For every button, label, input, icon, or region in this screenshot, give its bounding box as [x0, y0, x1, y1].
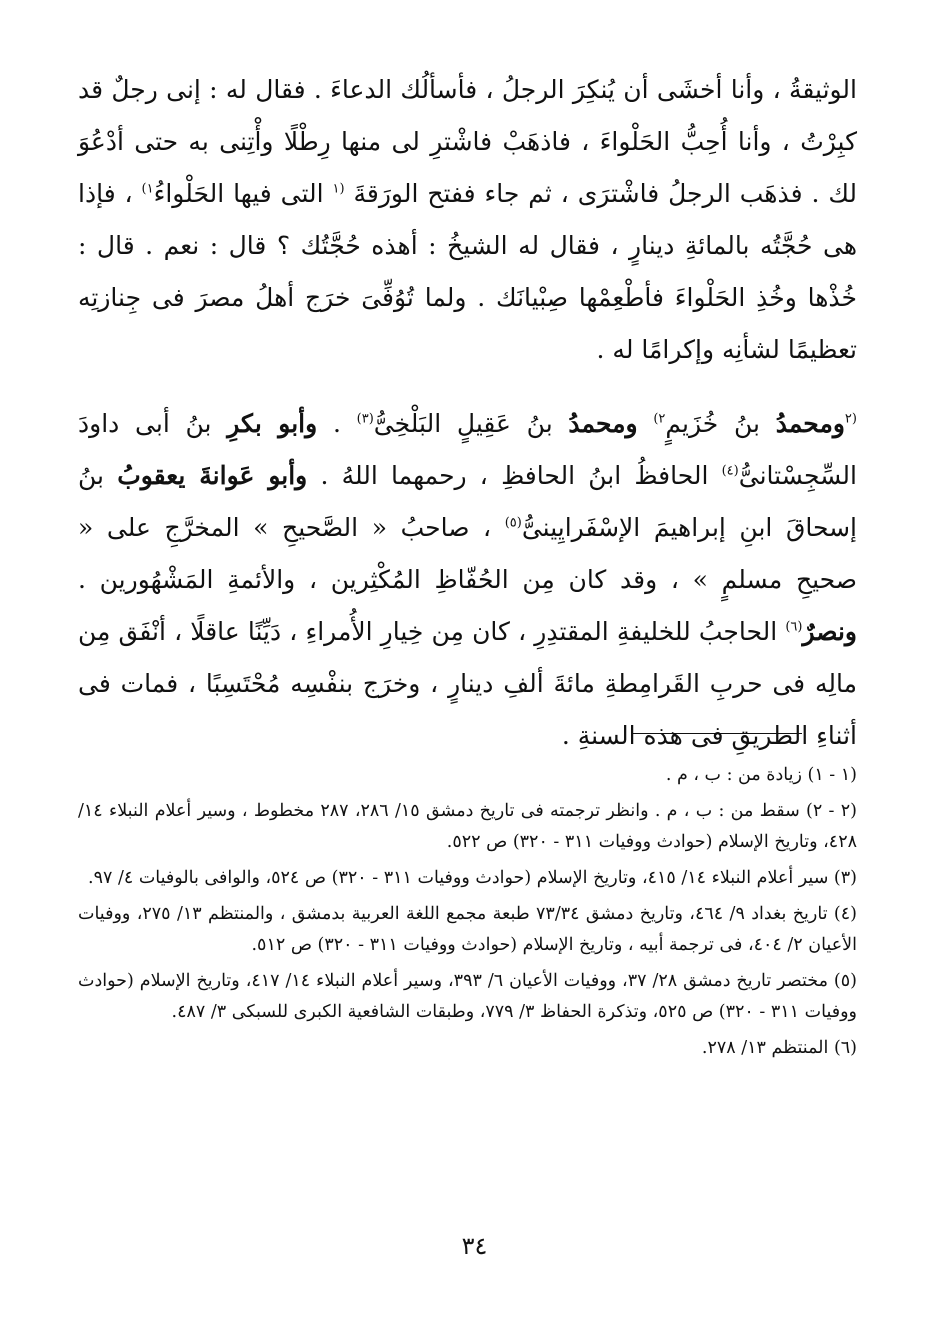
page-number: ٣٤ — [461, 1232, 488, 1260]
text-segment: . — [317, 409, 357, 438]
person-name: وأبو بكرِ — [227, 409, 318, 438]
main-text — [78, 64, 857, 762]
text-segment: الحاجبُ للخليفةِ المقتدِرِ ، كان مِن خِيارِ الأُمراءِ ، دَيِّنًا عاقلًا ، أنْفَق مِن مالِه فى حربِ القَرامِطةِ مائةَ ألفِ دينارٍ ، وخرَج بنفْسِه مُحْتَسِبًا ، فمات فى أثناءِ الطريقِ فى هذه السنةِ . — [78, 617, 857, 750]
footnote-3: (٣) سير أعلام النبلاء ١٤/ ٤١٥، وتاريخ الإسلام (حوادث ووفيات ٣١١ - ٣٢٠) ص ٥٢٤، والوافى بالوفيات ٤/ ٩٧. — [87, 868, 857, 888]
footnote-1: (١ - ١) زيادة من : ب ، م . — [665, 765, 857, 785]
text-segment: ، صاحبُ « الصَّحيحِ » المخرَّجِ على « صحيحِ مسلمٍ » ، وقد كان مِن الحُفّاظِ المُكْثِرين ، والأئمةِ المَشْهُورين . — [78, 513, 857, 594]
text-segment: بنُ أبى داودَ السِّجِسْتانىُّ — [78, 409, 857, 490]
person-name: وأبو عَوانةَ يعقوبُ — [117, 461, 308, 490]
paragraph-2 — [78, 398, 857, 762]
text-segment — [638, 409, 654, 438]
footnote-ref-6: (٦) — [785, 619, 803, 635]
footnote-separator — [632, 733, 802, 734]
text-segment: التى فيها الحَلْواءُ — [153, 179, 333, 208]
footnote-2: (٢ - ٢) سقط من : ب ، م . وانظر ترجمته فى تاريخ دمشق ١٥/ ٢٨٦، ٢٨٧ مخطوط ، وسير أعلام النبلاء ١٤/ ٤٢٨، وتاريخ الإسلام (حوادث ووفيات ٣١١ - ٣٢٠) ص ٥٢٢. — [78, 801, 857, 852]
footnote-4: (٤) تاريخ بغداد ٩/ ٤٦٤، وتاريخ دمشق ٧٣/٣٤ طبعة مجمع اللغة العربية بدمشق ، والمنتظم ١٣/ ٢٧٥، ووفيات الأعيان ٢/ ٤٠٤، فى ترجمة أبيه ، وتاريخ الإسلام (حوادث ووفيات ٣١١ - ٣٢٠) ص ٥١٢. — [78, 904, 857, 955]
paragraph-1 — [78, 64, 857, 376]
footnote-ref-2-close: ٢) — [653, 411, 666, 427]
footnote-5: (٥) مختصر تاريخ دمشق ٢٨/ ٣٧، ووفيات الأعيان ٦/ ٣٩٣، وسير أعلام النبلاء ١٤/ ٤١٧، وتاريخ الإسلام (حوادث ووفيات ٣١١ - ٣٢٠) ص ٥٢٥، وتذكرة الحفاظ ٣/ ٧٧٩، وطبقات الشافعية الكبرى للسبكى ٣/ ٤٨٧. — [78, 971, 857, 1022]
text-segment: بنُ خُزَيمٍ — [665, 409, 776, 438]
footnote-ref-3: (٣) — [356, 411, 374, 427]
footnote-ref-5: (٥) — [504, 515, 522, 531]
person-name: ومحمدُ — [775, 409, 845, 438]
person-name: ومحمدُ — [568, 409, 638, 438]
text-segment: الوثيقةُ ، وأنا أخشَى أن يُنكِرَ الرجلُ ، فأسألُك الدعاءَ . فقال له : إنى رجلٌ قد كبِرْتُ ، وأنا أُحِبُّ الحَلْواءَ ، فاذهَبْ فاشْترِ لى منها رِطْلًا وأْتِنى به حتى أدْعُوَ لك . فذهَب الرجلُ فاشْترَى ، ثم جاء ففتح الورَقةَ — [78, 75, 858, 208]
footnote-ref-1-close: ١) — [141, 181, 154, 197]
text-segment: ، فإذا هى حُجَّتُه بالمائةِ دينارٍ ، فقال له الشيخُ : أهذه حُجَّتُك ؟ قال : نعم . قال : خُذْها وخُذِ الحَلْواءَ فأطْعِمْها صِبْيانَك . ولما تُوُفِّىَ خرَج أهلُ مصرَ فى جِنازتِه تعظيمًا لشأنِه وإكرامًا له . — [78, 179, 857, 364]
text-segment: بنُ عَقِيلٍ البَلْخِىُّ — [373, 409, 569, 438]
person-name: ونصرٌ — [802, 617, 857, 646]
footnote-6: (٦) المنتظم ١٣/ ٢٧٨. — [701, 1038, 857, 1058]
footnote-ref-1-open: (١ — [332, 181, 345, 197]
text-segment: بنُ إسحاقَ ابنِ إبراهيمَ الإسْفَرايِينىُّ — [78, 461, 857, 542]
footnotes — [78, 760, 857, 1069]
footnote-ref-2-open: (٢ — [844, 411, 857, 427]
text-segment: الحافظُ ابنُ الحافظِ ، رحمهما اللهُ . — [307, 461, 722, 490]
footnote-ref-4: (٤) — [721, 463, 739, 479]
